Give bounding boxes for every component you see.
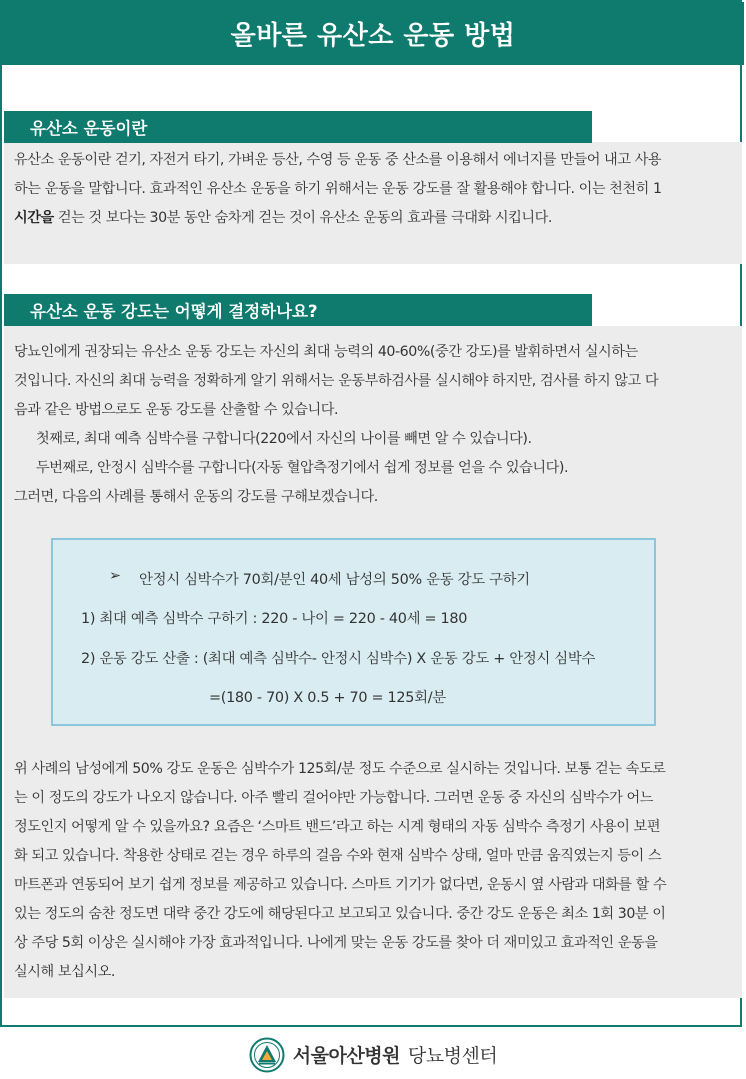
example-bullet: ➢: [109, 568, 121, 584]
example-step-1: 1) 최대 예측 심박수 구하기 : 220 - 나이 = 220 - 40세 = 180: [81, 611, 468, 627]
section1-body: [14, 146, 736, 233]
page-title: 올바른 유산소 운동 방법: [2, 2, 744, 65]
section3-line-5: 마트폰과 연동되어 보기 쉽게 정보를 제공하고 있습니다. 스마트 기기가 없다면, 운동시 옆 사람과 대화를 할 수: [14, 877, 667, 893]
asan-medical-center-logo-icon: [249, 1037, 285, 1073]
section3-line-6: 있는 정도의 숨찬 정도면 대략 중간 강도에 해당된다고 보고되고 있습니다. 중간 강도 운동은 최소 1회 30분 이: [14, 906, 666, 922]
example-result: =(180 - 70) X 0.5 + 70 = 125회/분: [209, 690, 446, 706]
section3-body: [14, 755, 736, 987]
example-box: [51, 538, 656, 726]
section2-line-3: 음과 같은 방법으로도 운동 강도를 산출할 수 있습니다.: [14, 402, 339, 418]
section1-line-3-rest: 걷는 것 보다는 30분 동안 숨차게 걷는 것이 유산소 운동의 효과를 극대화 시킵니다.: [53, 210, 552, 226]
section2-line-5: 두번째로, 안정시 심박수를 구합니다(자동 혈압측정기에서 쉽게 정보를 얻을 수 있습니다).: [36, 460, 569, 476]
section2-line-1: 당뇨인에게 권장되는 유산소 운동 강도는 자신의 최대 능력의 40-60%(중간 강도)를 발휘하면서 실시하는: [14, 344, 638, 360]
section2-heading: 유산소 운동 강도는 어떻게 결정하나요?: [4, 294, 592, 326]
section2-line-6: 그러면, 다음의 사례를 통해서 운동의 강도를 구해보겠습니다.: [14, 489, 378, 505]
section3-line-4: 화 되고 있습니다. 착용한 상태로 걷는 경우 하루의 걸음 수와 현재 심박수 상태, 얼마 만큼 움직였는지 등이 스: [14, 848, 662, 864]
section1-line-3: [14, 204, 736, 233]
section3-line-1: 위 사례의 남성에게 50% 강도 운동은 심박수가 125회/분 정도 수준으로 실시하는 것입니다. 보통 걷는 속도로: [14, 761, 666, 777]
section2-line-2: 것입니다. 자신의 최대 능력을 정확하게 알기 위해서는 운동부하검사를 실시해야 하지만, 검사를 하지 않고 다: [14, 373, 659, 389]
section1-heading: 유산소 운동이란: [4, 111, 592, 143]
example-step-2: 2) 운동 강도 산출 : (최대 예측 심박수- 안정시 심박수) X 운동 강도 + 안정시 심박수: [81, 651, 596, 667]
section1-line-2: 하는 운동을 말합니다. 효과적인 유산소 운동을 하기 위해서는 운동 강도를 잘 활용해야 합니다. 이는 천천히 1: [14, 181, 662, 197]
section2-line-4: 첫째로, 최대 예측 심박수를 구합니다(220에서 자신의 나이를 빼면 알 수 있습니다).: [36, 431, 532, 447]
section3-line-7: 상 주당 5회 이상은 실시해야 가장 효과적입니다. 나에게 맞는 운동 강도를 찾아 더 재미있고 효과적인 운동을: [14, 935, 658, 951]
hospital-name: 서울아산병원: [292, 1045, 400, 1067]
section2-body: [14, 338, 736, 512]
section3-line-8: 실시해 보십시오.: [14, 964, 115, 980]
section1-line-1: 유산소 운동이란 걷기, 자전거 타기, 가벼운 등산, 수영 등 운동 중 산소를 이용해서 에너지를 만들어 내고 사용: [14, 152, 662, 168]
section1-line-3-bold: 시간을: [14, 210, 54, 226]
footer: [0, 1030, 746, 1079]
section3-line-3: 정도인지 어떻게 알 수 있을까요? 요즘은 ‘스마트 밴드’라고 하는 시계 형태의 자동 심박수 측정기 사용이 보편: [14, 819, 661, 835]
section3-line-2: 는 이 정도의 강도가 나오지 않습니다. 아주 빨리 걸어야만 가능합니다. 그러면 운동 중 자신의 심박수가 어느: [14, 790, 653, 806]
center-name: 당뇨병센터: [407, 1045, 498, 1067]
example-heading: 안정시 심박수가 70회/분인 40세 남성의 50% 운동 강도 구하기: [139, 572, 530, 588]
